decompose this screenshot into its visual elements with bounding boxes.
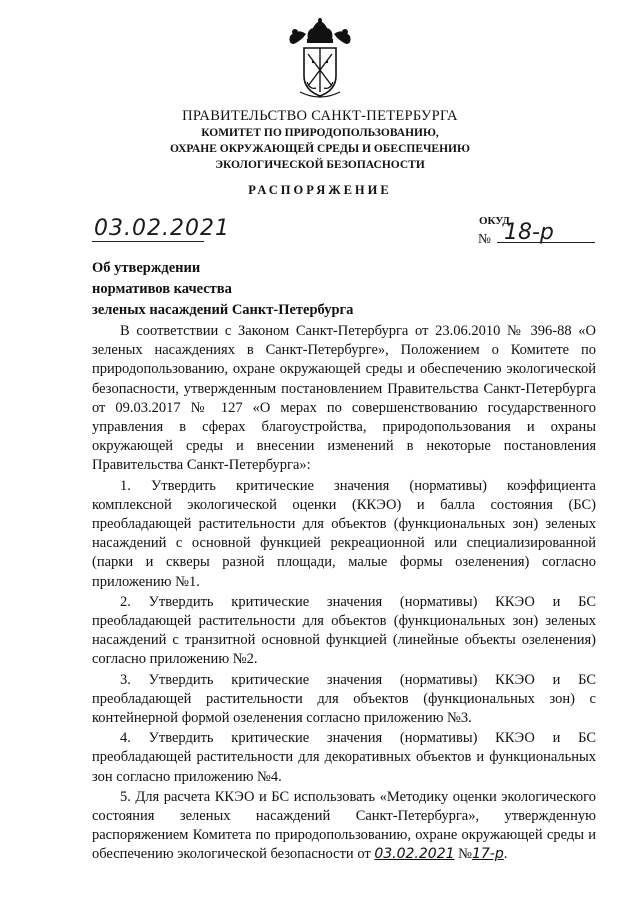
handwritten-number: 18-р bbox=[504, 220, 554, 245]
okud-label: ОКУД bbox=[479, 215, 510, 227]
committee-line-2: ОХРАНЕ ОКРУЖАЮЩЕЙ СРЕДЫ И ОБЕСПЕЧЕНИЮ bbox=[170, 143, 470, 155]
clause-4: 4. Утвердить критические значения (нормативы) ККЭО и БС преобладающей растительности для декоративных объектов и функциональных зон согласно приложению №4. bbox=[92, 730, 596, 785]
clause-1: 1. Утвердить критические значения (нормативы) коэффициента комплексной экологической оценки (ККЭО) и балла состояния (БС) преобладающей растительности для объектов (функциональных зон) зеленых насаждений с основной функцией рекреационной или специализированной (парки и скверы разной площади, малые формы озеленения) согласно приложению №1. bbox=[92, 477, 596, 590]
subject-line-1: Об утверждении bbox=[92, 260, 201, 276]
number-underline bbox=[497, 242, 595, 243]
clause-5-handwritten-number: 17-р bbox=[471, 846, 504, 863]
clause-2: 2. Утвердить критические значения (нормативы) ККЭО и БС преобладающей растительности для объектов (функциональных зон) зеленых насаждений с транзитной основной функцией (линейные объекты озеленения) согласно приложению №2. bbox=[92, 593, 596, 668]
document-type-title: РАСПОРЯЖЕНИЕ bbox=[248, 183, 392, 197]
committee-line-3: ЭКОЛОГИЧЕСКОЙ БЕЗОПАСНОСТИ bbox=[215, 159, 425, 171]
crown-icon bbox=[307, 18, 333, 43]
government-title: ПРАВИТЕЛЬСТВО САНКТ-ПЕТЕРБУРГА bbox=[182, 108, 458, 124]
clause-5-number-sign: № bbox=[458, 846, 472, 863]
date-underline bbox=[92, 241, 204, 242]
clause-5 bbox=[92, 788, 596, 865]
number-sign: № bbox=[478, 231, 491, 246]
intro-paragraph: В соответствии с Законом Санкт-Петербурга от 23.06.2010 № 396-88 «О зеленых насаждениях в Санкт-Петербурге», Положением о Комитете по природопользованию, охране окружающей среды и обеспечению экологической безопасности, утвержденным постановлением Правительства Санкт-Петербурга от 09.03.2017 № 127 «О мерах по совершенствованию государственного управления в сферах благоустройства, природопользования и охраны окружающей среды и внесении изменений в некоторые постановления Правительства Санкт-Петербурга»: bbox=[92, 323, 596, 474]
clause-5-handwritten-date: 03.02.2021 bbox=[374, 846, 455, 863]
document-body bbox=[92, 322, 596, 865]
subject-line-3: зеленых насаждений Санкт-Петербурга bbox=[92, 302, 354, 318]
subject-line-2: нормативов качества bbox=[92, 281, 232, 297]
document-subject bbox=[92, 258, 353, 321]
handwritten-date: 03.02.2021 bbox=[94, 216, 230, 241]
coat-of-arms-emblem bbox=[280, 18, 360, 102]
clause-5-from: от bbox=[357, 846, 371, 863]
committee-line-1: КОМИТЕТ ПО ПРИРОДОПОЛЬЗОВАНИЮ, bbox=[201, 127, 439, 139]
clause-3: 3. Утвердить критические значения (нормативы) ККЭО и БС преобладающей растительности для объектов (функциональных зон) с контейнерной формой озеленения согласно приложению №3. bbox=[92, 671, 596, 727]
clause-5-end: . bbox=[503, 846, 508, 863]
clause-5-text: 5. Для расчета ККЭО и БС использовать «Методику оценки экологического состояния зеленых насаждений Санкт-Петербурга», утвержденную распоряжением Комитета по природопользованию, охране окружающей среды и обеспечению экологической безопасности bbox=[92, 788, 596, 863]
